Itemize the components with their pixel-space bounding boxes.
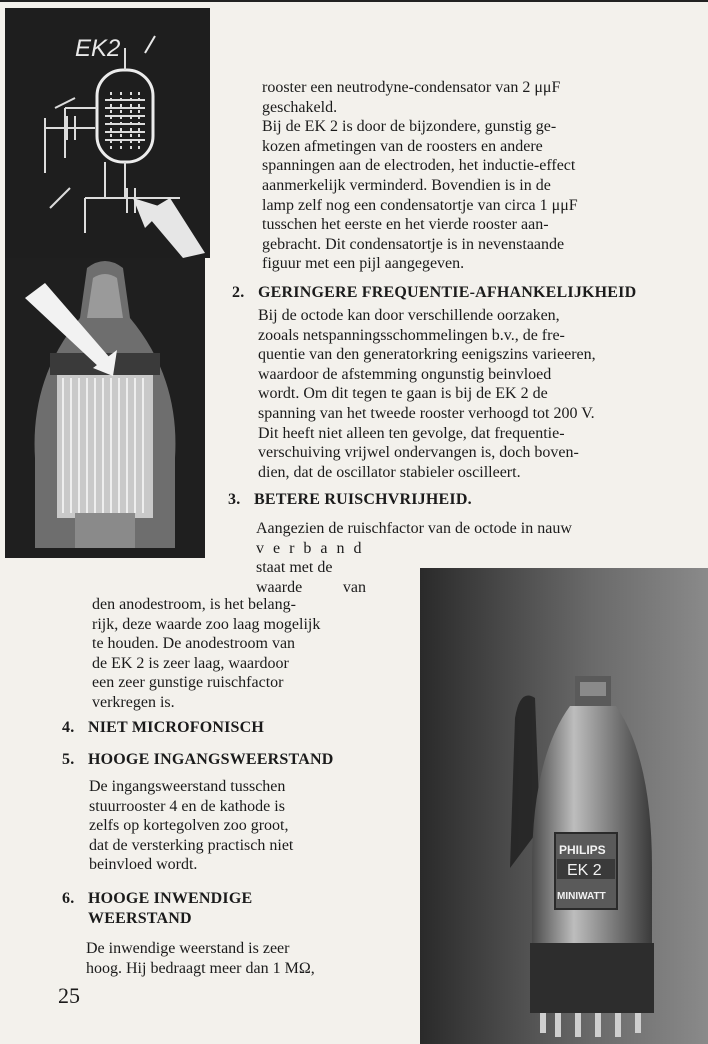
ek2-schematic-figure <box>5 8 210 258</box>
text-line: wordt. Om dit tegen te gaan is bij de EK 2 de <box>258 385 548 403</box>
text-line: den anodestroom, is het belang- <box>92 596 296 613</box>
text-line: de EK 2 is zeer laag, waardoor <box>92 654 289 672</box>
section-2-body <box>258 306 670 482</box>
text-line: te houden. De anodestroom van <box>92 635 296 653</box>
text-line: De inwendige weerstand is zeer <box>86 940 290 957</box>
tube-product-image <box>420 568 708 1044</box>
text-line: De ingangsweerstand tusschen <box>89 778 286 795</box>
schematic-drawing <box>5 8 210 258</box>
text-line: dat de versterking practisch niet <box>89 836 294 854</box>
section-5-body <box>89 777 361 875</box>
text-line: aanmerkelijk verminderd. Bovendien is in de <box>262 176 551 194</box>
section-title: GERINGERE FREQUENTIE-AFHANKELIJKHEID <box>258 284 637 301</box>
section-2-heading <box>232 284 636 302</box>
section-title: HOOGE INGANGSWEERSTAND <box>88 751 334 768</box>
text-line: dien, dat de oscillator stabieler oscilleert. <box>258 463 521 481</box>
page-number: 25 <box>58 983 80 1008</box>
text-line: stuurrooster 4 en de kathode is <box>89 797 285 815</box>
text-line: quentie van den generatorkring eenigszins varieeren, <box>258 346 596 364</box>
text-line: een zeer gunstige ruischfactor <box>92 674 284 692</box>
text-line: verschuiving vrijwel ondervangen is, doch boven- <box>258 444 579 462</box>
text-line: verkregen is. <box>92 693 175 711</box>
section-title: HOOGE INWENDIGE <box>88 890 253 907</box>
section-number: 5. <box>62 751 75 768</box>
tube-interior-photo <box>5 258 205 558</box>
tube-series-label: MINIWATT <box>557 891 606 902</box>
tube-interior-image <box>5 258 205 558</box>
section-6-body <box>86 939 360 978</box>
section-title: BETERE RUISCHVRIJHEID. <box>254 491 472 508</box>
section-3-heading <box>228 491 472 509</box>
text-line: rooster een neutrodyne-condensator van 2 μμF <box>262 79 561 96</box>
section-4-heading <box>62 719 264 737</box>
text-line: zelfs op kortegolven zoo groot, <box>89 817 289 835</box>
text-line: zooals netspanningsschommelingen b.v., de fre- <box>258 326 565 344</box>
top-rule <box>0 0 708 2</box>
text-line: verband <box>256 539 371 557</box>
tube-model-label: EK 2 <box>567 862 602 879</box>
text-line: waardoor de afstemming ongunstig beinvloed <box>258 365 552 383</box>
section-6-heading <box>62 889 252 929</box>
section-number: 6. <box>62 890 75 907</box>
text-line: Dit heeft niet alleen ten gevolge, dat frequentie- <box>258 424 565 442</box>
text-line: kozen afmetingen van de roosters en andere <box>262 137 543 155</box>
tube-brand-label: PHILIPS <box>559 843 606 857</box>
text-line: Bij de EK 2 is door de bijzondere, gunstig ge- <box>262 118 557 136</box>
text-line: spanningen aan de electroden, het inductie-effect <box>262 157 576 175</box>
text-line: Bij de octode kan door verschillende oorzaken, <box>258 307 560 324</box>
text-line: tusschen het eerste en het vierde rooster aan- <box>262 216 549 234</box>
text-line: waarde van <box>256 578 366 596</box>
text-line: beinvloed wordt. <box>89 856 198 874</box>
section-5-heading <box>62 751 333 769</box>
text-line: gebracht. Dit condensatortje is in nevenstaande <box>262 235 565 253</box>
section-number: 3. <box>228 491 241 508</box>
text-line: rijk, deze waarde zoo laag mogelijk <box>92 615 321 633</box>
text-line: Aangezien de ruischfactor van de octode in nauw <box>256 520 572 537</box>
text-line: figuur met een pijl aangegeven. <box>262 255 465 273</box>
section-3-body <box>92 595 364 713</box>
text-line: staat met de <box>256 559 333 577</box>
text-line: lamp zelf nog een condensatortje van circa 1 μμF <box>262 196 578 214</box>
text-line: geschakeld. <box>262 98 338 116</box>
section-title-continued: WEERSTAND <box>88 910 192 927</box>
text-line: spanning van het tweede rooster verhoogd tot 200 V. <box>258 404 595 422</box>
section-number: 2. <box>232 284 245 301</box>
schematic-label: EK2 <box>75 35 121 62</box>
section-number: 4. <box>62 719 75 736</box>
text-line: hoog. Hij bedraagt meer dan 1 MΩ, <box>86 959 315 977</box>
intro-paragraph <box>262 78 674 274</box>
section-title: NIET MICROFONISCH <box>88 719 265 736</box>
ek2-tube-photo <box>420 568 708 1044</box>
